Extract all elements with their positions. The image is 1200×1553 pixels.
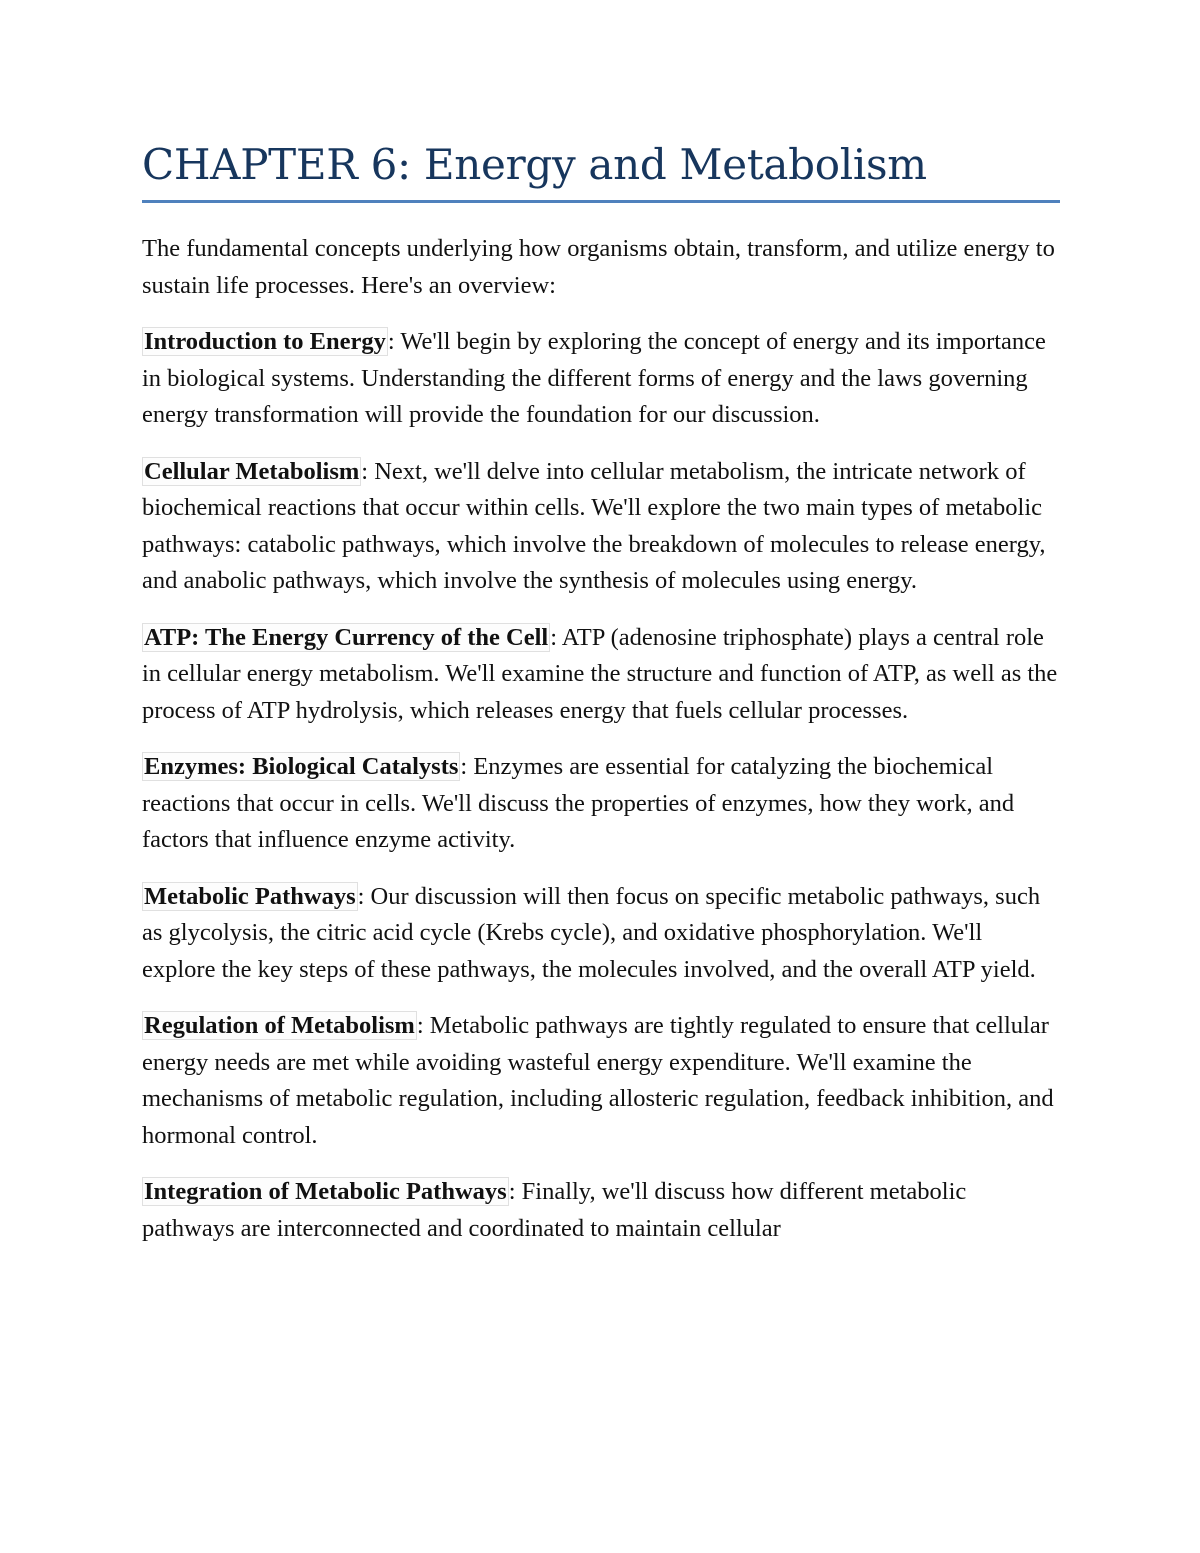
section-atp [142,620,1060,730]
section-term: Introduction to Energy [144,328,386,356]
section-term: Metabolic Pathways [144,882,356,910]
section-text: : ATP (adenosine triphosphate) plays a central role in cellular energy metabolism. We'll examine the structure and function of ATP, as well as the process of ATP hydrolysis, which releases energy that fuels cellular processes. [142,623,1058,724]
section-text: : Next, we'll delve into cellular metabolism, the intricate network of biochemical reactions that occur within cells. We'll explore the two main types of metabolic pathways: catabolic pathways, which involve the breakdown of molecules to release energy, and anabolic pathways, which involve the synthesis of molecules using energy. [142,457,1046,595]
section-term: Regulation of Metabolism [144,1012,415,1040]
section-text: : We'll begin by exploring the concept of energy and its importance in biological systems. Understanding the different forms of energy and the laws governing energy transformation will provide the foundation for our discussion. [142,328,1046,429]
section-text: : Finally, we'll discuss how different metabolic pathways are interconnected and coordinated to maintain cellular [142,1178,967,1242]
section-term: Enzymes: Biological Catalysts [144,753,459,781]
section-text: : Metabolic pathways are tightly regulated to ensure that cellular energy needs are met while avoiding wasteful energy expenditure. We'll examine the mechanisms of metabolic regulation, including allosteric regulation, feedback inhibition, and hormonal control. [142,1012,1054,1149]
section-text: : Enzymes are essential for catalyzing the biochemical reactions that occur in cells. We'll discuss the properties of enzymes, how they work, and factors that influence enzyme activity. [142,753,1015,854]
section-enzymes [142,749,1060,859]
section-term: ATP: The Energy Currency of the Cell [144,623,549,651]
section-term: Integration of Metabolic Pathways [144,1178,507,1206]
section-term: Cellular Metabolism [144,457,360,485]
section-text: : Our discussion will then focus on specific metabolic pathways, such as glycolysis, the citric acid cycle (Krebs cycle), and oxidative phosphorylation. We'll explore the key steps of these pathways, the molecules involved, and the overall ATP yield. [142,882,1041,983]
chapter-title: CHAPTER 6: Energy and Metabolism [142,140,1060,203]
section-introduction-to-energy [142,324,1060,434]
section-cellular-metabolism [142,454,1060,600]
intro-paragraph: The fundamental concepts underlying how organisms obtain, transform, and utilize energy to sustain life processes. Here's an overview: [142,235,1055,299]
section-metabolic-pathways [142,879,1060,989]
document-body [142,140,1060,1247]
section-regulation-of-metabolism [142,1008,1060,1154]
section-integration-of-pathways [142,1174,1060,1247]
